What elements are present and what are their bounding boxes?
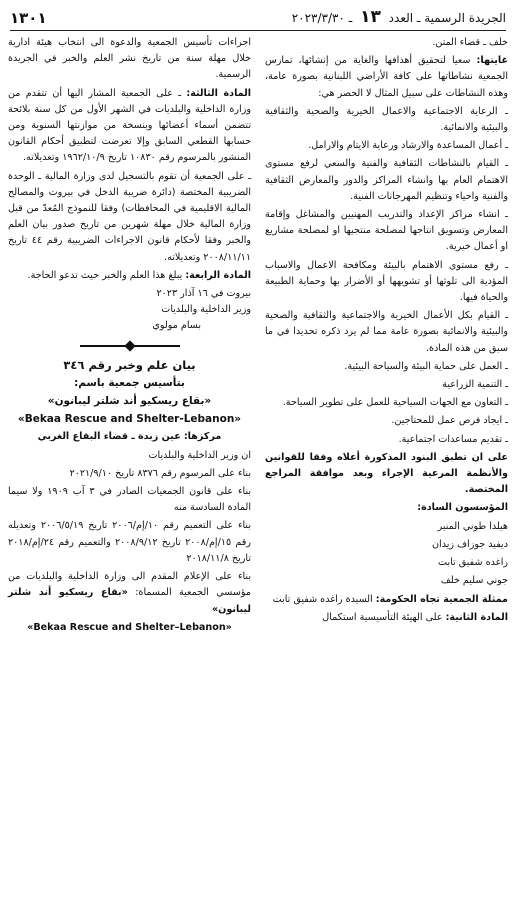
notice-subtitle: بتأسيس جمعية باسم: <box>74 376 185 389</box>
founder-name: جوني سليم خلف <box>440 575 508 587</box>
list-item: ـ رفع مستوى الاهتمام بالبيئة ومكافحة الاعمال والاسباب المؤدية الى تلوثها أو تشويهها أو الأضرار بها وحماية الطبيعة والحياة فيها. <box>265 259 508 304</box>
notice-title: بيان علم وخبر رقم ٣٤٦ <box>63 357 196 372</box>
association-name-en-2: «Bekaa Rescue and Shelter–Lebanon» <box>27 621 232 633</box>
association-name-ar: «بقاع ريسكيو أند شلتر ليبانون» <box>47 395 212 408</box>
compliance-paragraph: على ان تطبق البنود المذكورة أعلاه وفقا للقوانين والأنظمة المرعية الإجراء وبعد موافقة المراجع المختصة. <box>265 451 508 496</box>
association-name-en: «Bekaa Rescue and Shelter-Lebanon» <box>17 413 242 426</box>
list-item: ـ أعمال المساعدة والارشاد ورعاية الايتام والارامل. <box>308 140 508 152</box>
founder-name: هيلدا طوني المنير <box>437 520 508 532</box>
signature-name: بسام مولوي <box>152 320 201 332</box>
article-four <box>8 268 251 284</box>
founder-name: ديفيد جوزاف زيدان <box>431 538 508 550</box>
list-item: ـ الرعاية الاجتماعية والاعمال الخيرية والصحية والثقافية والبيئية والانمائية. <box>265 105 508 134</box>
article-three-label: المادة الثالثة: <box>186 87 251 99</box>
paragraph: بناء على المرسوم رقم ٨٣٧٦ تاريخ ٢٠٢١/٩/١٠ <box>69 467 251 479</box>
signature-date: بيروت في ١٦ آذار ٢٠٢٣ <box>156 288 251 300</box>
paragraph: بناء على التعميم رقم ١٠/إم/٢٠٠٦ تاريخ ٢٠٠٦/٥/١٩ وتعديله رقم ١٥/إم/٢٠٠٨ تاريخ ٢٠٠٨/٩/١٢ والتعميم رقم ٢٤/إم/٢٠١٨ تاريخ ٢٠١٨/١١/٨ <box>8 520 251 564</box>
article-four-text: يبلغ هذا العلم والخبر حيث تدعو الحاجة. <box>27 269 183 281</box>
paragraph: اجراءات تأسيس الجمعية والدعوة الى انتخاب هيئة ادارية خلال مهلة سنة من تاريخ نشر العلم والخبر في الجريدة الرسمية. <box>8 37 251 81</box>
list-item: ـ القيام بكل الأعمال الخيرية والاجتماعية والثقافية والصحية والبيئية والانمائية بصورة عامة مما لم يرد ذكره تحديدا في ما سبق من هذه المادة. <box>265 310 508 354</box>
page-header <box>10 0 506 31</box>
gov-label: ممثلة الجمعية تجاه الحكومة: <box>375 593 508 605</box>
paragraph <box>8 569 251 618</box>
paragraph: بناء على قانون الجمعيات الصادر في ٣ آب ١٩٠٩ ولا سيما المادة السادسة منه <box>8 486 252 514</box>
founder-name: راغده شفيق تابت <box>438 557 508 569</box>
hq-value: عين زبدة ـ قضاء البقاع الغربي <box>37 431 181 443</box>
aims-label: غايتها: <box>476 55 508 67</box>
article-four-label: المادة الرابعة: <box>185 269 251 281</box>
aims-paragraph <box>265 53 508 102</box>
list-item: ـ التعاون مع الجهات السياحية للعمل على تطوير السياحة. <box>282 397 508 409</box>
notice-text: بناء على الإعلام المقدم الى وزارة الداخلية والبلديات من مؤسسي الجمعية المسماة: <box>8 571 251 599</box>
left-column <box>8 35 251 638</box>
article-three-text: ـ على الجمعية المشار اليها أن تتقدم من وزارة الداخلية والبلديات في الشهر الأول من كل سنة بلائحة تتضمن أسماء أعضائها وبنسخة من موازنتها السنوية ومن حسابها القطعي السابق وإلا تعرضت لتطبيق أحكام القانون المنشور بالمرسوم رقم ١٠٨٣٠ تاريخ ١٩٦٢/١٠/٩ وتعديلاته. <box>8 87 251 164</box>
gov-name: السيدة راغده شفيق تابت <box>272 593 373 605</box>
list-item: ـ تقديم مساعدات اجتماعية. <box>398 433 508 445</box>
header-separator: ـ <box>348 11 353 25</box>
list-item: ـ ايجاد فرص عمل للمحتاجين. <box>391 415 508 427</box>
journal-name: الجريدة الرسمية ـ العدد <box>388 11 506 25</box>
paragraph: ان وزير الداخلية والبلديات <box>148 449 251 461</box>
issue-date: ٢٠٢٣/٣/٣٠ <box>291 11 345 25</box>
notice-association-name: «بقاع ريسكيو أند شلتر ليبانون» <box>8 587 251 615</box>
article-two-text: على الهيئة التأسيسية استكمال <box>322 611 443 623</box>
list-item: ـ العمل على حماية البيئة والسياحة البيئية. <box>344 360 508 372</box>
right-column <box>265 35 508 638</box>
columns <box>8 31 508 638</box>
list-item: ـ التنمية الزراعية <box>442 379 508 391</box>
journal-info <box>292 7 506 30</box>
aims-text: سعيا لتحقيق أهدافها والغاية من إنشائها، تمارس الجمعية نشاطاتها على كافة الأراضي اللبنانية بصورة عامة، وهذه النشاطات على سبيل المثال لا الحصر هي: <box>265 55 508 99</box>
signature-block <box>8 286 251 335</box>
paragraph: ـ على الجمعية أن تقوم بالتسجيل لدى وزارة المالية ـ الوحدة الضريبية المختصة (دائرة ضريبة الدخل في بيروت والمصالح المالية الاقليمية في المحافظات) وفقا للنموذج المُعدّ من قبل وزارة المالية خلال مهلة شهرين من تاريخ صدور بيان العلم والخبر وفقا لأحكام قانون الاجراءات الضريبية رقم ٤٤ تاريخ ٢٠٠٨/١١/١١ وتعديلاته. <box>8 170 251 263</box>
paragraph: خلف ـ قضاء المتن. <box>432 37 508 48</box>
headquarters <box>8 429 251 445</box>
issue-number: ١٣ <box>360 7 381 27</box>
section-divider <box>8 335 251 357</box>
hq-label: مركزها: <box>183 431 222 443</box>
article-two <box>265 610 508 626</box>
signature-title: وزير الداخلية والبلديات <box>161 304 251 316</box>
article-three <box>8 86 251 167</box>
list-item: ـ انشاء مراكز الإعداد والتدريب المهنيين والمشاغل وإقامة المعارض وتسويق انتاجها لمصلحة منتجيها او لمصلحة مشاريع او أعمال خيرية. <box>265 209 508 253</box>
page-number: ١٣٠١ <box>10 9 47 27</box>
list-item: ـ القيام بالنشاطات الثقافية والفنية والسعي لرفع مستوى الاهتمام العام بها وانشاء المراكز والدور والمعارض الثقافية والفنية واحياء وتنظيم المهرجانات الفنية. <box>265 158 508 202</box>
gov-representative <box>265 592 508 608</box>
article-two-label: المادة الثانية: <box>445 611 508 623</box>
founders-label: المؤسسون السادة: <box>417 502 508 514</box>
